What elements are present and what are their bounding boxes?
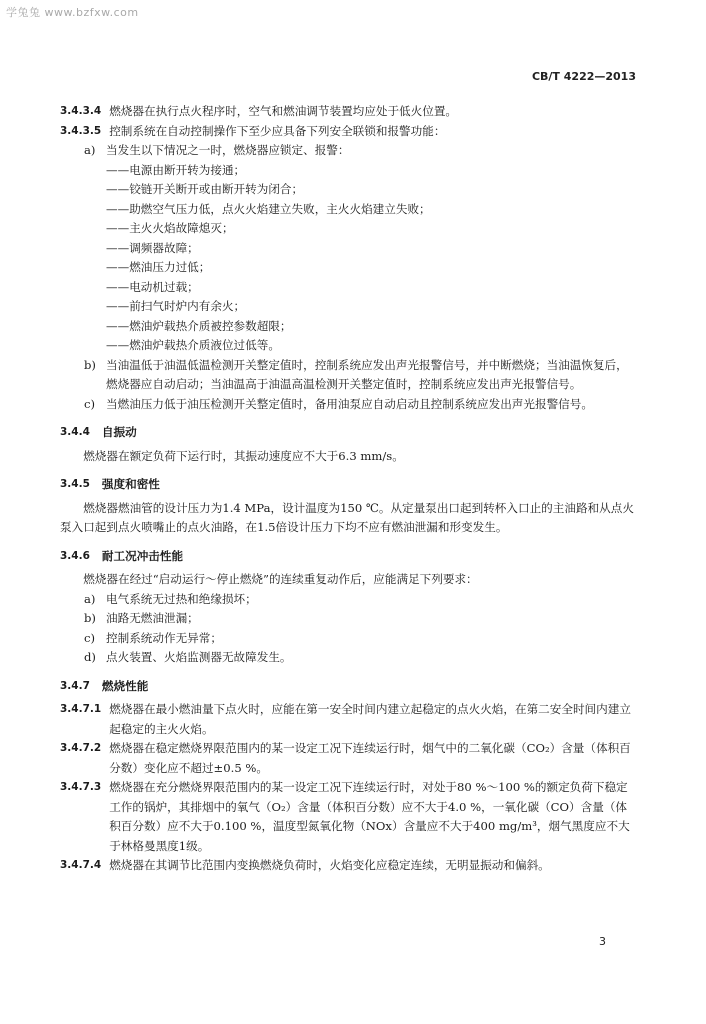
list-label: b) <box>84 611 96 625</box>
clause-number: 3.4.3.5 <box>60 124 102 137</box>
dash-item: ——燃油炉载热介质液位过低等。 <box>106 338 280 352</box>
section-title: 强度和密性 <box>101 477 160 491</box>
dash-item: ——电动机过载； <box>106 279 199 294</box>
list-item <box>60 590 638 610</box>
list-text: 控制系统动作无异常； <box>106 630 222 645</box>
dash-item: ——电源由断开转为接通； <box>106 162 246 177</box>
section-title: 燃烧性能 <box>101 678 149 693</box>
list-label: a) <box>84 143 96 157</box>
list-item <box>60 629 638 649</box>
clause-3-4-7-2 <box>60 739 638 778</box>
section-heading-3-4-6 <box>60 547 638 567</box>
clause-text: 控制系统在自动控制操作下至少应具备下列安全联锁和报警功能： <box>109 123 446 138</box>
list-item <box>60 609 638 629</box>
page-number: 3 <box>599 935 606 948</box>
clause-3-4-7-4 <box>60 856 638 876</box>
clause-3-4-7-1 <box>60 700 638 739</box>
section-heading-3-4-5 <box>60 475 638 495</box>
paragraph: 燃烧器在额定负荷下运行时，其振动速度应不大于6.3 mm/s。 <box>83 448 404 463</box>
section-heading-3-4-7 <box>60 677 638 697</box>
list-item-a <box>60 141 638 161</box>
dash-item: ——燃油压力过低； <box>106 260 211 274</box>
clause-3-4-7-3 <box>60 778 638 856</box>
dash-item: ——主火火焰故障熄灭； <box>106 221 234 235</box>
dash-item: ——铰链开关断开或由断开转为闭合； <box>106 182 304 196</box>
section-heading-3-4-4 <box>60 423 638 443</box>
clause-number: 3.4.7.1 <box>60 703 102 715</box>
clause-number: 3.4.7.2 <box>60 742 102 754</box>
list-label: c) <box>84 630 96 645</box>
paragraph: 燃烧器在经过“启动运行～停止燃烧”的连续重复动作后，应能满足下列要求： <box>83 572 478 586</box>
list-item-b <box>60 356 638 395</box>
clause-number: 3.4.3.4 <box>60 105 102 117</box>
list-label: d) <box>84 650 96 664</box>
list-label: a) <box>84 591 96 606</box>
list-text: 油路无燃油泄漏； <box>106 611 199 625</box>
section-number: 3.4.7 <box>60 679 90 692</box>
clause-text: 燃烧器在充分燃烧界限范围内的某一设定工况下连续运行时，对处于80 %～100 %的额定负荷下稳定工作的锅炉，其排烟中的氧气（O₂）含量（体积百分数）应不大于4.0 %，一氧化碳（CO）含量（体积百分数）应不大于0.100 %，温度型氮氧化物（NOx）含量应不大于400 mg/m³，烟气黑度应不大于林格曼黑度1级。 <box>109 780 630 853</box>
clause-number: 3.4.7.4 <box>60 859 102 871</box>
clause-3-4-3-4 <box>60 102 638 122</box>
list-label: b) <box>84 357 96 372</box>
dash-item: ——助燃空气压力低，点火火焰建立失败，主火火焰建立失败； <box>106 201 431 216</box>
list-text: 当油温低于油温低温检测开关整定值时，控制系统应发出声光报警信号，并中断燃烧；当油温恢复后，燃烧器应自动启动；当油温高于油温高温检测开关整定值时，控制系统应发出声光报警信号。 <box>106 357 628 391</box>
list-text: 当发生以下情况之一时，燃烧器应锁定、报警： <box>106 143 350 157</box>
paragraph: 燃烧器燃油管的设计压力为1.4 MPa，设计温度为150 ℃。从定量泵出口起到转杯入口止的主油路和从点火泵入口起到点火喷嘴止的点火油路，在1.5倍设计压力下均不应有燃油泄漏和形变发生。 <box>60 500 634 534</box>
list-item <box>60 648 638 668</box>
section-number: 3.4.6 <box>60 549 90 562</box>
clause-text: 燃烧器在最小燃油量下点火时，应能在第一安全时间内建立起稳定的点火火焰，在第二安全时间内建立起稳定的主火火焰。 <box>109 702 631 736</box>
clause-text: 燃烧器在稳定燃烧界限范围内的某一设定工况下连续运行时，烟气中的二氧化碳（CO₂）含量（体积百分数）变化应不超过±0.5 %。 <box>109 741 631 775</box>
list-label: c) <box>84 396 96 411</box>
dash-item: ——调频器故障； <box>106 240 199 255</box>
watermark: 学兔兔 www.bzfxw.com <box>6 6 139 19</box>
clause-text: 燃烧器在其调节比范围内变换燃烧负荷时，火焰变化应稳定连续，无明显振动和偏斜。 <box>109 858 550 872</box>
standard-code: CB/T 4222—2013 <box>531 70 636 83</box>
clause-text: 燃烧器在执行点火程序时，空气和燃油调节装置均应处于低火位置。 <box>109 104 458 118</box>
section-number: 3.4.5 <box>60 478 90 490</box>
clause-number: 3.4.7.3 <box>60 781 102 793</box>
section-title: 自振动 <box>101 425 137 439</box>
list-item-c <box>60 395 638 415</box>
clause-3-4-3-5 <box>60 122 638 142</box>
list-text: 电气系统无过热和绝缘损坏； <box>106 591 257 606</box>
list-text: 当燃油压力低于油压检测开关整定值时，备用油泵应自动启动且控制系统应发出声光报警信号。 <box>106 396 593 411</box>
dash-item: ——燃油炉载热介质被控参数超限； <box>106 318 292 333</box>
section-title: 耐工况冲击性能 <box>101 548 184 563</box>
dash-item: ——前扫气时炉内有余火； <box>106 299 246 313</box>
body-text <box>60 102 638 876</box>
section-number: 3.4.4 <box>60 426 90 438</box>
list-text: 点火装置、火焰监测器无故障发生。 <box>106 650 292 664</box>
